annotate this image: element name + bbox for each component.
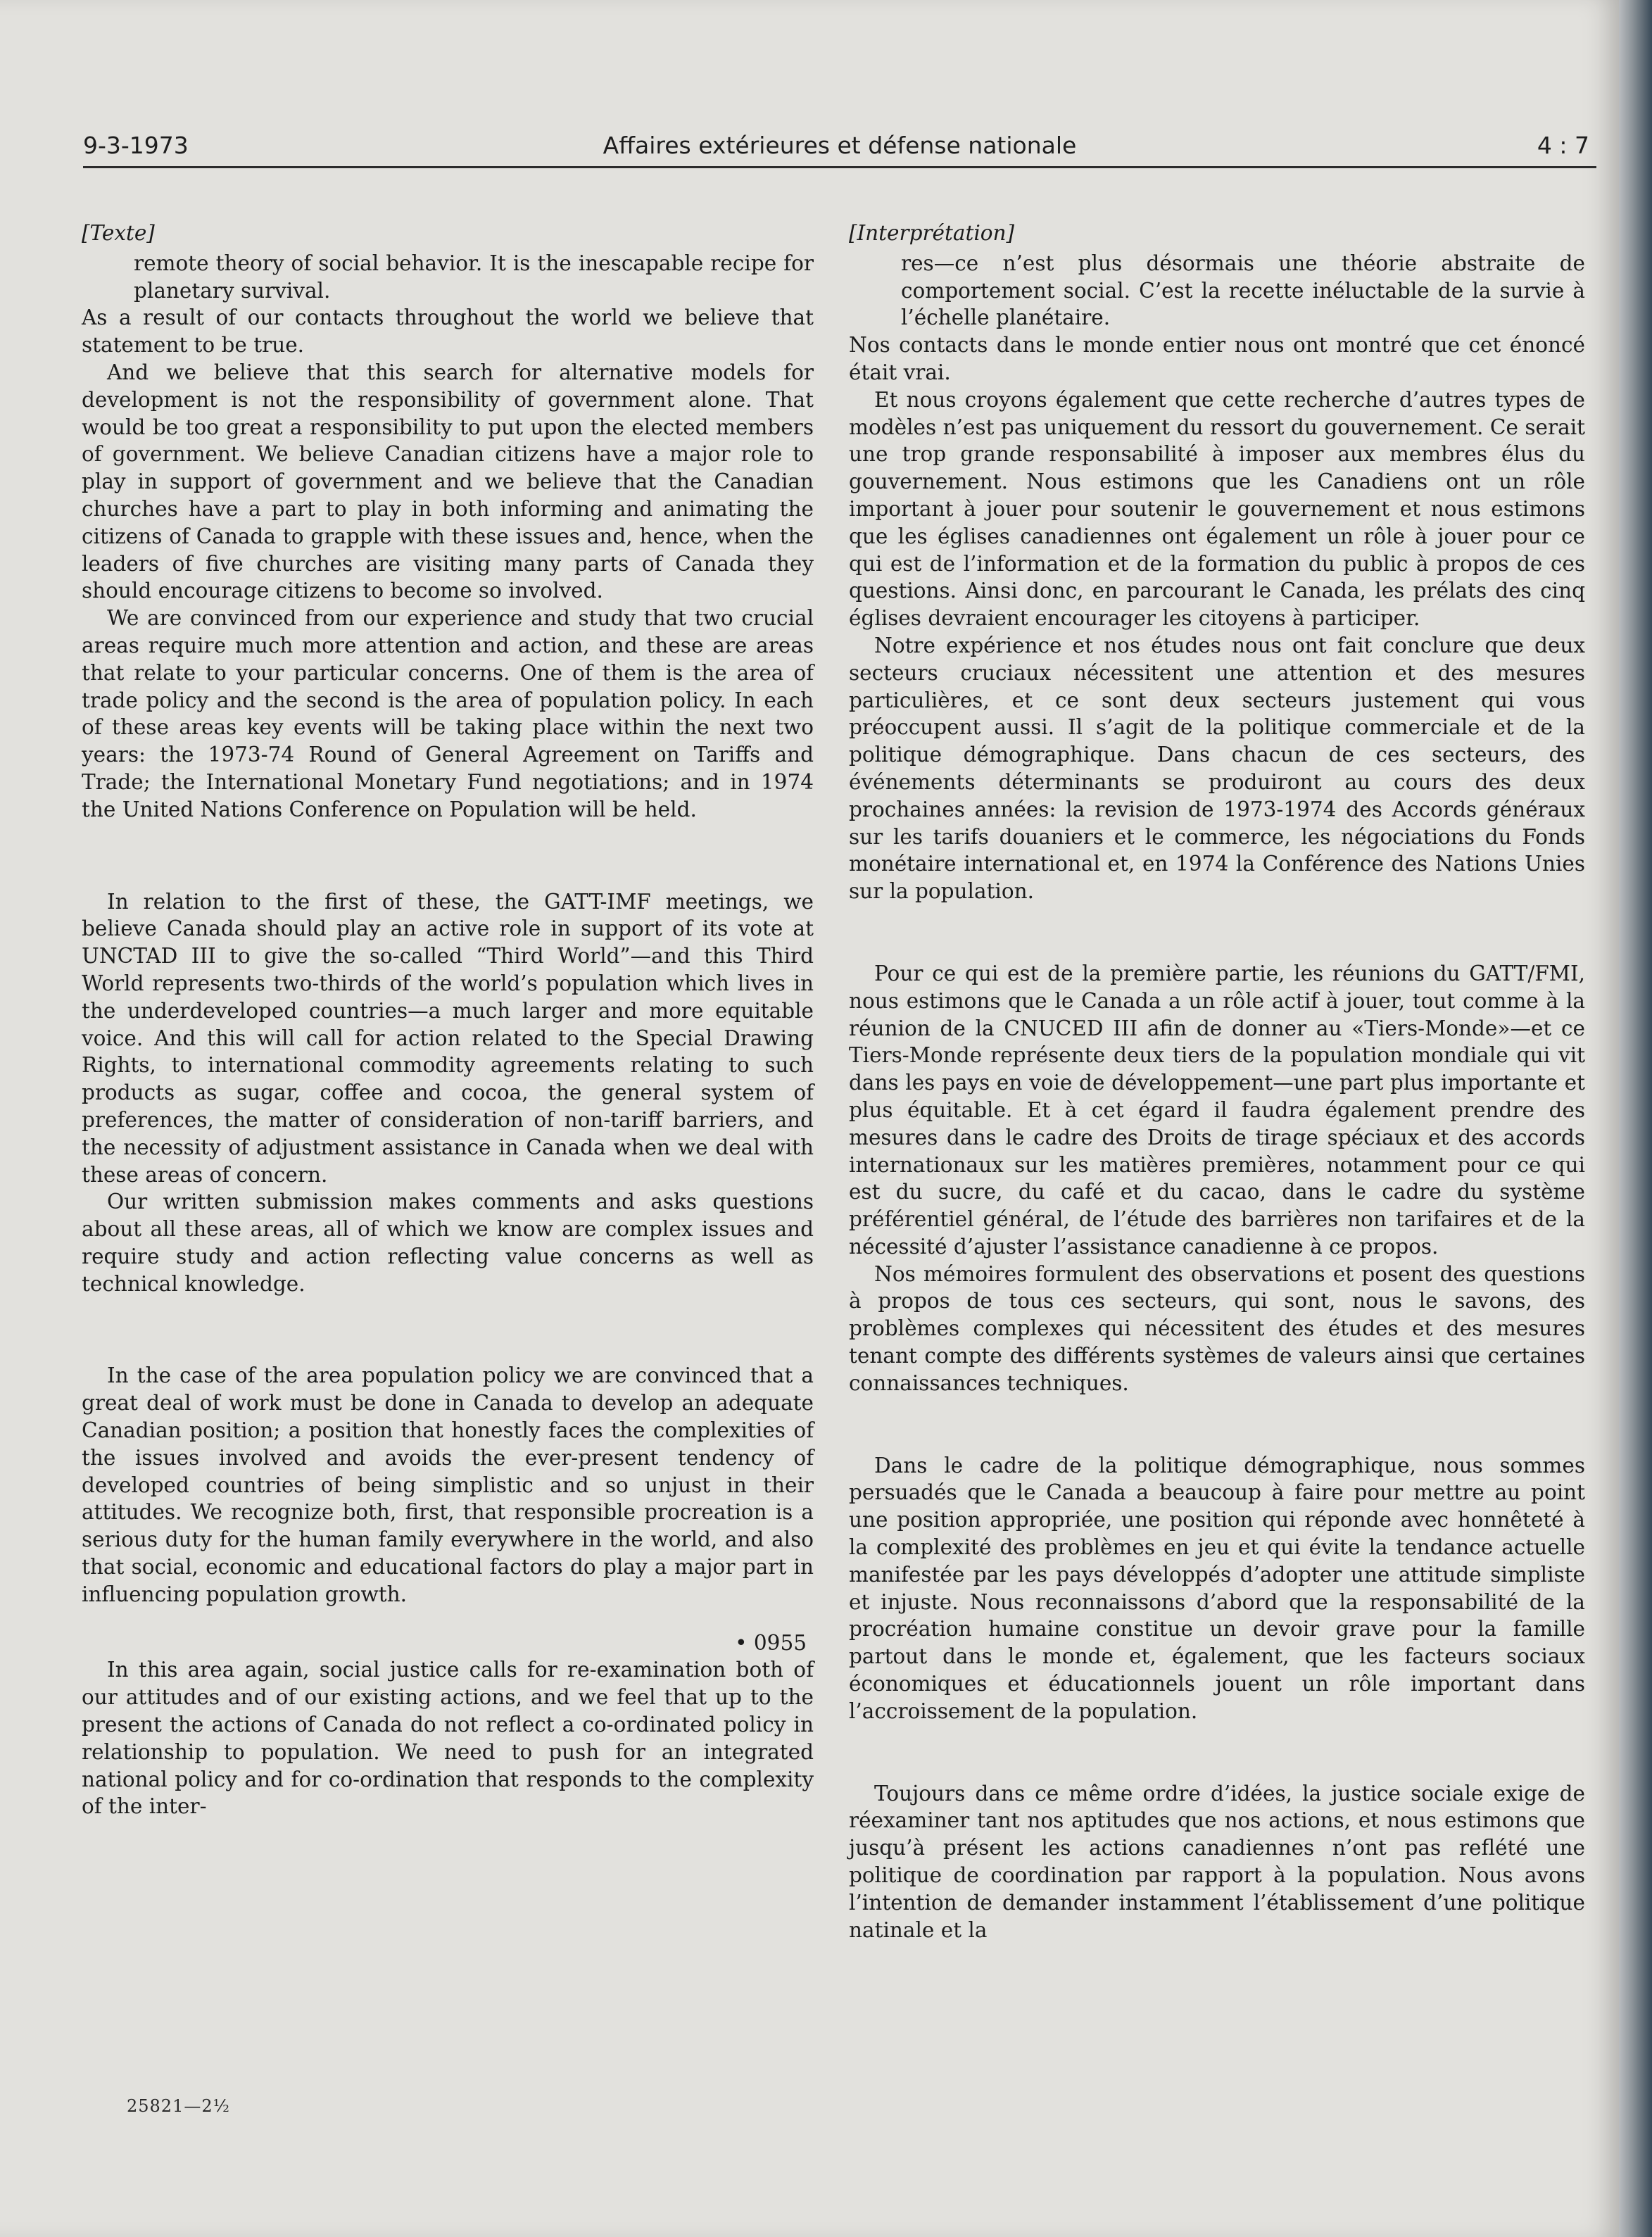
paragraph: We are convinced from our experience and study that two crucial areas require much more attention and action, and these are areas that relate to your particular concerns. One of them is the area of trade policy and the second is the area of population policy. In each of these areas key events will be taking place within the next two years: the 1973-74 Round of General Agreement on Tariffs and Trade; the International Monetary Fund negotiations; and in 1974 the United Nations Conference on Population will be held.	[82, 606, 814, 821]
paragraph: In this area again, social justice calls for re-examination both of our attitudes and of our existing actions, and we feel that up to the present the actions of Canada do not reflect a co-ordinated policy in relationship to population. We need to push for an integrated national policy and for co-ordination that responds to the complexity of the inter-	[82, 1658, 814, 1819]
header-date: 9-3-1973	[83, 132, 189, 159]
page-header	[83, 131, 1596, 168]
paragraph: Pour ce qui est de la première partie, les réunions du GATT/FMI, nous estimons que le Canada a un rôle actif à jouer, tout comme à la réunion de la CNUCED III afin de donner au «Tiers-Monde»—et ce Tiers-Monde représente deux tiers de la population mondiale qui vit dans les pays en voie de développement—une part plus importante et plus équitable. Et à cet égard il faudra également prendre des mesures dans le cadre des Droits de tirage spéciaux et des accords internationaux sur les matières premières, notamment pour ce qui est du sucre, du café et du cacao, dans le cadre du système préférentiel général, de l’étude des barrières non tarifaires et de la nécessité d’ajuster l’assistance canadienne à ce propos.	[849, 961, 1585, 1259]
column-label: [Interprétation]	[849, 221, 1015, 245]
section-gap	[82, 1608, 814, 1630]
paragraph: remote theory of social behavior. It is the inescapable recipe for planetary survival.	[134, 251, 814, 303]
paragraph: Toujours dans ce même ordre d’idées, la justice sociale exige de réexaminer tant nos aptitudes que nos actions, et nous estimons que jusqu’à présent les actions canadiennes n’ont pas reflété une politique de coordination par rapport à la population. Nous avons l’intention de demander instamment l’établissement d’une politique natinale et la	[849, 1781, 1585, 1942]
header-title: Affaires extérieures et défense nationale	[603, 132, 1077, 159]
english-column	[82, 220, 814, 1820]
header-page-number: 4 : 7	[1537, 132, 1589, 159]
book-spine-edge	[1619, 0, 1652, 2237]
section-gap	[82, 824, 814, 888]
french-column	[849, 220, 1585, 1943]
section-gap	[849, 1725, 1585, 1780]
section-gap	[82, 1297, 814, 1362]
paragraph: Nos mémoires formulent des observations et posent des questions à propos de tous ces secteurs, qui sont, nous le savons, des problèmes complexes qui nécessitent des études et des mesures tenant compte des différents systèmes de valeurs ainsi que certaines connaissances techniques.	[849, 1261, 1585, 1395]
paragraph: res—ce n’est plus désormais une théorie abstraite de comportement social. C’est la recette inéluctable de la survie à l’échelle planétaire.	[901, 251, 1585, 330]
paragraph: Dans le cadre de la politique démographique, nous sommes persuadés que le Canada a beaucoup à faire pour mettre au point une position appropriée, une position qui réponde avec honnêteté à la complexité des problèmes en jeu et qui évite la tendance actuelle manifestée par les pays développés d’adopter une attitude simpliste et injuste. Nous reconnaissons d’abord que la responsabilité de la procréation humaine constitue un devoir grave pour la famille partout dans le monde et, également, que les facteurs sociaux économiques et éducationnels jouent un rôle important dans l’accroissement de la population.	[849, 1453, 1585, 1723]
time-marker: • 0955	[735, 1630, 807, 1655]
column-label: [Texte]	[82, 221, 155, 245]
section-gap	[849, 905, 1585, 960]
paragraph: In relation to the first of these, the GATT-IMF meetings, we believe Canada should play an active role in support of its vote at UNCTAD III to give the so-called “Third World”—and this Third World represents two-thirds of the world’s population which lives in the underdeveloped countries—a much larger and more equitable voice. And this will call for action related to the Special Drawing Rights, to international commodity agreements relating to such products as sugar, coffee and cocoa, the general system of preferences, the matter of consideration of non-tariff barriers, and the necessity of adjustment assistance in Canada when we deal with these areas of concern.	[82, 889, 814, 1187]
printer-code: 25821—2½	[127, 2096, 230, 2116]
paragraph: Our written submission makes comments and asks questions about all these areas, all of which we know are complex issues and require study and action reflecting value concerns as well as technical knowledge.	[82, 1190, 814, 1296]
paragraph: As a result of our contacts throughout the world we believe that statement to be true.	[82, 305, 814, 358]
paragraph: Et nous croyons également que cette recherche d’autres types de modèles n’est pas uniquement du ressort du gouvernement. Ce serait une trop grande responsabilité à imposer aux membres élus du gouvernement. Nous estimons que les Canadiens ont un rôle important à jouer pour soutenir le gouvernement et nous estimons que les églises canadiennes ont également un rôle à jouer pour ce qui est de l’information et de la formation du public à propos de ces questions. Ainsi donc, en parcourant le Canada, les prélats des cinq églises devraient encourager les citoyens à participer.	[849, 387, 1585, 631]
paragraph: Nos contacts dans le monde entier nous ont montré que cet énoncé était vrai.	[849, 333, 1585, 384]
section-gap	[849, 1397, 1585, 1452]
paragraph: And we believe that this search for alternative models for development is not the responsibility of government alone. That would be too great a responsibility to put upon the elected members of government. We believe Canadian citizens have a major role to play in support of government and we believe that the Canadian churches have a part to play in both informing and animating the citizens of Canada to grapple with these issues and, hence, when the leaders of five churches are visiting many parts of Canada they should encourage citizens to become so involved.	[82, 360, 814, 603]
paragraph: Notre expérience et nos études nous ont fait conclure que deux secteurs cruciaux nécessitent une attention et des mesures particulières, et ce sont deux secteurs justement qui vous préoccupent aussi. Il s’agit de la politique commerciale et de la politique démographique. Dans chacun de ces secteurs, des événements déterminants se produiront au cours des deux prochaines années: la revision de 1973-1974 des Accords généraux sur les tarifs douaniers et le commerce, les négociations du Fonds monétaire international et, en 1974 la Conférence des Nations Unies sur la population.	[849, 633, 1585, 904]
paragraph: In the case of the area population policy we are convinced that a great deal of work must be done in Canada to develop an adequate Canadian position; a position that honestly faces the complexities of the issues involved and avoids the ever-present tendency of developed countries of being simplistic and so unjust in their attitudes. We recognize both, first, that responsible procreation is a serious duty for the human family everywhere in the world, and also that social, economic and educational factors do play a major part in influencing population growth.	[82, 1363, 814, 1606]
